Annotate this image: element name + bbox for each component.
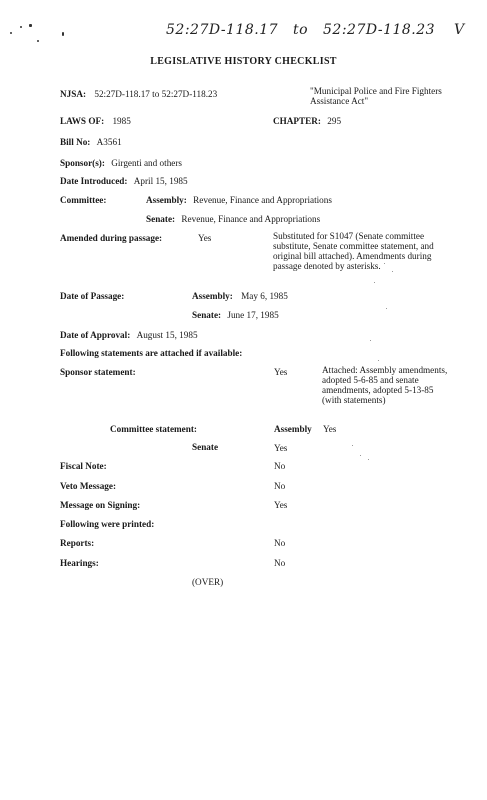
veto-message-label: Veto Message:	[60, 481, 117, 491]
following-printed-heading: Following were printed:	[60, 519, 155, 529]
committee-senate-row	[146, 214, 320, 224]
page-title: LEGISLATIVE HISTORY CHECKLIST	[150, 56, 337, 67]
committee-assembly-value: Revenue, Finance and Appropriations	[193, 195, 332, 205]
amended-note: Substituted for S1047 (Senate committee substitute, Senate committee statement, and original bill attached). Amendments during passage denoted by asterisks.	[273, 231, 434, 271]
passage-assembly-row	[192, 291, 288, 301]
bill-no-row	[60, 137, 122, 147]
hearings-value: No	[274, 558, 286, 568]
chapter-label: CHAPTER:	[273, 116, 321, 126]
handwritten-check-mark: V	[454, 22, 465, 38]
passage-senate-row	[192, 310, 279, 320]
sponsors-value: Girgenti and others	[111, 158, 182, 168]
committee-label: Committee:	[60, 195, 107, 205]
committee-assembly-row	[146, 195, 332, 205]
handwritten-reference	[166, 22, 465, 38]
date-introduced-value: April 15, 1985	[133, 176, 188, 186]
njsa-label: NJSA:	[60, 89, 87, 99]
sponsor-statement-label: Sponsor statement:	[60, 367, 136, 377]
over-footer: (OVER)	[192, 577, 224, 587]
bill-no-label: Bill No:	[60, 137, 91, 147]
date-of-passage-label: Date of Passage:	[60, 291, 125, 301]
passage-senate-value: June 17, 1985	[227, 310, 279, 320]
date-introduced-row	[60, 176, 188, 186]
laws-of-value: 1985	[112, 116, 131, 126]
handwritten-to-word: to	[293, 22, 309, 38]
date-of-approval-value: August 15, 1985	[136, 330, 198, 340]
reports-value: No	[274, 538, 286, 548]
act-name: "Municipal Police and Fire Fighters Assistance Act"	[310, 86, 442, 106]
sponsors-label: Sponsor(s):	[60, 158, 105, 168]
sponsors-row	[60, 158, 182, 168]
committee-statement-senate-value: Yes	[274, 443, 288, 453]
date-of-approval-label: Date of Approval:	[60, 330, 131, 340]
reports-label: Reports:	[60, 538, 95, 548]
committee-senate-label: Senate:	[146, 214, 176, 224]
date-of-approval-row	[60, 330, 198, 340]
committee-statement-assembly-label: Assembly	[274, 424, 312, 434]
chapter-value: 295	[327, 116, 342, 126]
committee-statement-senate-label: Senate	[192, 442, 219, 452]
amended-value: Yes	[198, 233, 212, 243]
committee-statement-label: Committee statement:	[110, 424, 197, 434]
njsa-value: 52:27D-118.17 to 52:27D-118.23	[94, 89, 218, 99]
sponsor-statement-note: Attached: Assembly amendments, adopted 5-6-85 and senate amendments, adopted 5-13-85 (with statements)	[322, 365, 448, 405]
message-on-signing-value: Yes	[274, 500, 288, 510]
passage-assembly-label: Assembly:	[192, 291, 233, 301]
chapter-row	[273, 116, 341, 126]
message-on-signing-label: Message on Signing:	[60, 500, 141, 510]
veto-message-value: No	[274, 481, 286, 491]
njsa-row	[60, 89, 217, 99]
date-introduced-label: Date Introduced:	[60, 176, 128, 186]
following-statements-heading: Following statements are attached if available:	[60, 348, 243, 358]
handwritten-to: 52:27D-118.23	[323, 22, 436, 38]
laws-of-label: LAWS OF:	[60, 116, 105, 126]
committee-assembly-label: Assembly:	[146, 195, 187, 205]
sponsor-statement-value: Yes	[274, 367, 288, 377]
bill-no-value: A3561	[96, 137, 122, 147]
fiscal-note-label: Fiscal Note:	[60, 461, 107, 471]
handwritten-from: 52:27D-118.17	[166, 22, 279, 38]
amended-label: Amended during passage:	[60, 233, 163, 243]
hearings-label: Hearings:	[60, 558, 99, 568]
committee-statement-assembly-value: Yes	[323, 424, 337, 434]
laws-of-row	[60, 116, 131, 126]
committee-senate-value: Revenue, Finance and Appropriations	[181, 214, 321, 224]
passage-assembly-value: May 6, 1985	[241, 291, 288, 301]
passage-senate-label: Senate:	[192, 310, 222, 320]
fiscal-note-value: No	[274, 461, 286, 471]
